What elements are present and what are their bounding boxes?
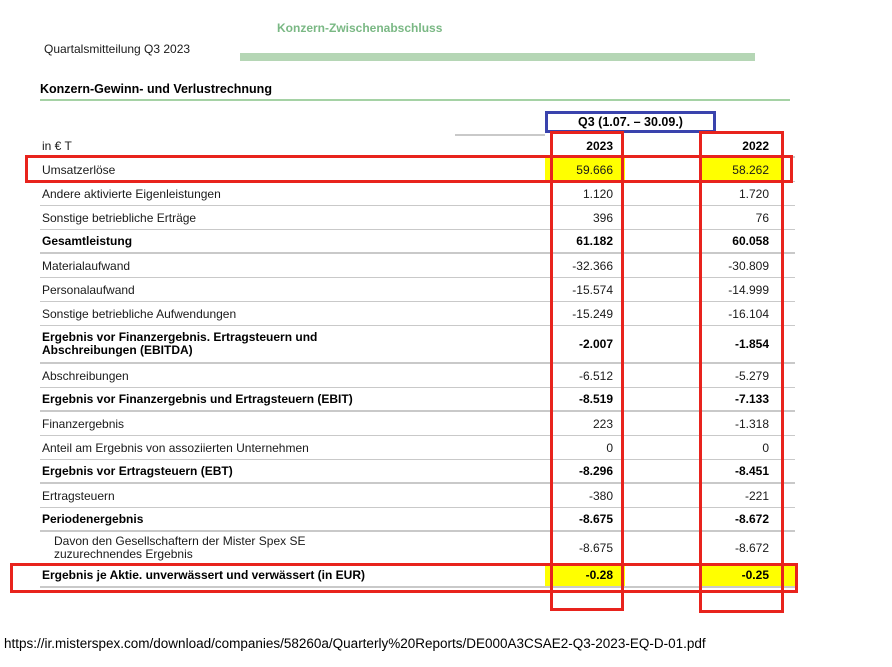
annotation-box-revenue-row <box>25 155 793 183</box>
row-value-2023: 59.666 <box>545 158 625 182</box>
row-value-2022: -0.25 <box>701 564 781 588</box>
row-value-2022: 60.058 <box>701 230 781 254</box>
row-gap <box>625 460 701 484</box>
row-gap <box>625 484 701 508</box>
row-value-2023: -2.007 <box>545 326 625 364</box>
table-row <box>40 254 795 278</box>
row-label: Umsatzerlöse <box>40 158 545 182</box>
column-header-2023: 2023 <box>545 136 625 158</box>
row-value-2022: 76 <box>701 206 781 230</box>
row-value-2022: -1.318 <box>701 412 781 436</box>
row-value-2023: -0.28 <box>545 564 625 588</box>
row-value-2022: -14.999 <box>701 278 781 302</box>
row-value-2022: -16.104 <box>701 302 781 326</box>
row-label: Ergebnis vor Ertragsteuern (EBT) <box>40 460 545 484</box>
row-label: Periodenergebnis <box>40 508 545 532</box>
table-row <box>40 182 795 206</box>
row-value-2023: -6.512 <box>545 364 625 388</box>
table-row <box>40 326 795 364</box>
row-gap <box>625 278 701 302</box>
statement-title: Konzern-Gewinn- und Verlustrechnung <box>40 82 272 96</box>
table-row <box>40 230 795 254</box>
row-value-2022: 58.262 <box>701 158 781 182</box>
row-label: Abschreibungen <box>40 364 545 388</box>
row-gap <box>625 254 701 278</box>
income-statement-table <box>40 136 795 588</box>
row-label: Ergebnis vor Finanzergebnis und Ertragsteuern (EBIT) <box>40 388 545 412</box>
green-accent-bar <box>240 53 755 61</box>
row-value-2023: 1.120 <box>545 182 625 206</box>
row-value-2022: -1.854 <box>701 326 781 364</box>
row-value-2023: -15.574 <box>545 278 625 302</box>
section-heading: Konzern-Zwischenabschluss <box>277 21 443 35</box>
period-header-label: Q3 (1.07. – 30.09.) <box>578 115 683 129</box>
row-value-2023: -32.366 <box>545 254 625 278</box>
row-value-2023: -380 <box>545 484 625 508</box>
row-gap <box>625 532 701 564</box>
row-value-2023: 61.182 <box>545 230 625 254</box>
row-gap <box>625 388 701 412</box>
row-value-2023: -8.296 <box>545 460 625 484</box>
title-underline <box>40 99 790 101</box>
table-row <box>40 532 795 564</box>
row-label: Ergebnis je Aktie. unverwässert und verwässert (in EUR) <box>40 564 545 588</box>
row-label: Personalaufwand <box>40 278 545 302</box>
row-value-2022: 1.720 <box>701 182 781 206</box>
table-row <box>40 206 795 230</box>
row-value-2022: -7.133 <box>701 388 781 412</box>
annotation-box-column-2022 <box>699 131 784 613</box>
row-value-2022: -30.809 <box>701 254 781 278</box>
row-label: Davon den Gesellschaftern der Mister Spex SE zuzurechnendes Ergebnis <box>40 532 545 564</box>
row-value-2022: -221 <box>701 484 781 508</box>
row-gap <box>625 436 701 460</box>
table-row <box>40 484 795 508</box>
row-value-2023: -8.519 <box>545 388 625 412</box>
row-value-2022: -8.451 <box>701 460 781 484</box>
row-gap <box>625 182 701 206</box>
row-label: Ertragsteuern <box>40 484 545 508</box>
annotation-box-column-2023 <box>550 131 624 611</box>
table-row <box>40 364 795 388</box>
row-gap <box>625 412 701 436</box>
annotation-box-eps-row <box>10 563 798 593</box>
row-value-2023: 0 <box>545 436 625 460</box>
row-value-2023: -8.675 <box>545 508 625 532</box>
row-value-2022: -8.672 <box>701 532 781 564</box>
table-row <box>40 388 795 412</box>
table-row <box>40 460 795 484</box>
row-gap <box>625 230 701 254</box>
row-label: Sonstige betriebliche Aufwendungen <box>40 302 545 326</box>
column-header-2022: 2022 <box>701 136 781 158</box>
row-label: Finanzergebnis <box>40 412 545 436</box>
period-header-annotation-box <box>545 111 716 133</box>
unit-label: in € T <box>40 136 545 158</box>
source-url: https://ir.misterspex.com/download/companies/58260a/Quarterly%20Reports/DE000A3CSAE2-Q3-2023-EQ-D-01.pdf <box>4 636 706 651</box>
row-gap <box>625 206 701 230</box>
row-label: Ergebnis vor Finanzergebnis. Ertragsteuern und Abschreibungen (EBITDA) <box>40 326 545 364</box>
row-value-2022: -8.672 <box>701 508 781 532</box>
row-value-2023: 396 <box>545 206 625 230</box>
row-label: Anteil am Ergebnis von assoziierten Unternehmen <box>40 436 545 460</box>
row-gap <box>625 508 701 532</box>
row-value-2023: 223 <box>545 412 625 436</box>
row-value-2023: -8.675 <box>545 532 625 564</box>
table-row <box>40 412 795 436</box>
row-value-2023: -15.249 <box>545 302 625 326</box>
row-label: Gesamtleistung <box>40 230 545 254</box>
row-label: Materialaufwand <box>40 254 545 278</box>
income-statement-rows <box>40 158 795 588</box>
row-value-2022: -5.279 <box>701 364 781 388</box>
row-label: Andere aktivierte Eigenleistungen <box>40 182 545 206</box>
row-gap <box>625 326 701 364</box>
table-row <box>40 278 795 302</box>
row-label: Sonstige betriebliche Erträge <box>40 206 545 230</box>
row-gap <box>625 302 701 326</box>
table-row <box>40 302 795 326</box>
row-value-2022: 0 <box>701 436 781 460</box>
report-subtitle: Quartalsmitteilung Q3 2023 <box>44 42 191 56</box>
table-row <box>40 508 795 532</box>
row-gap <box>625 364 701 388</box>
table-row <box>40 436 795 460</box>
